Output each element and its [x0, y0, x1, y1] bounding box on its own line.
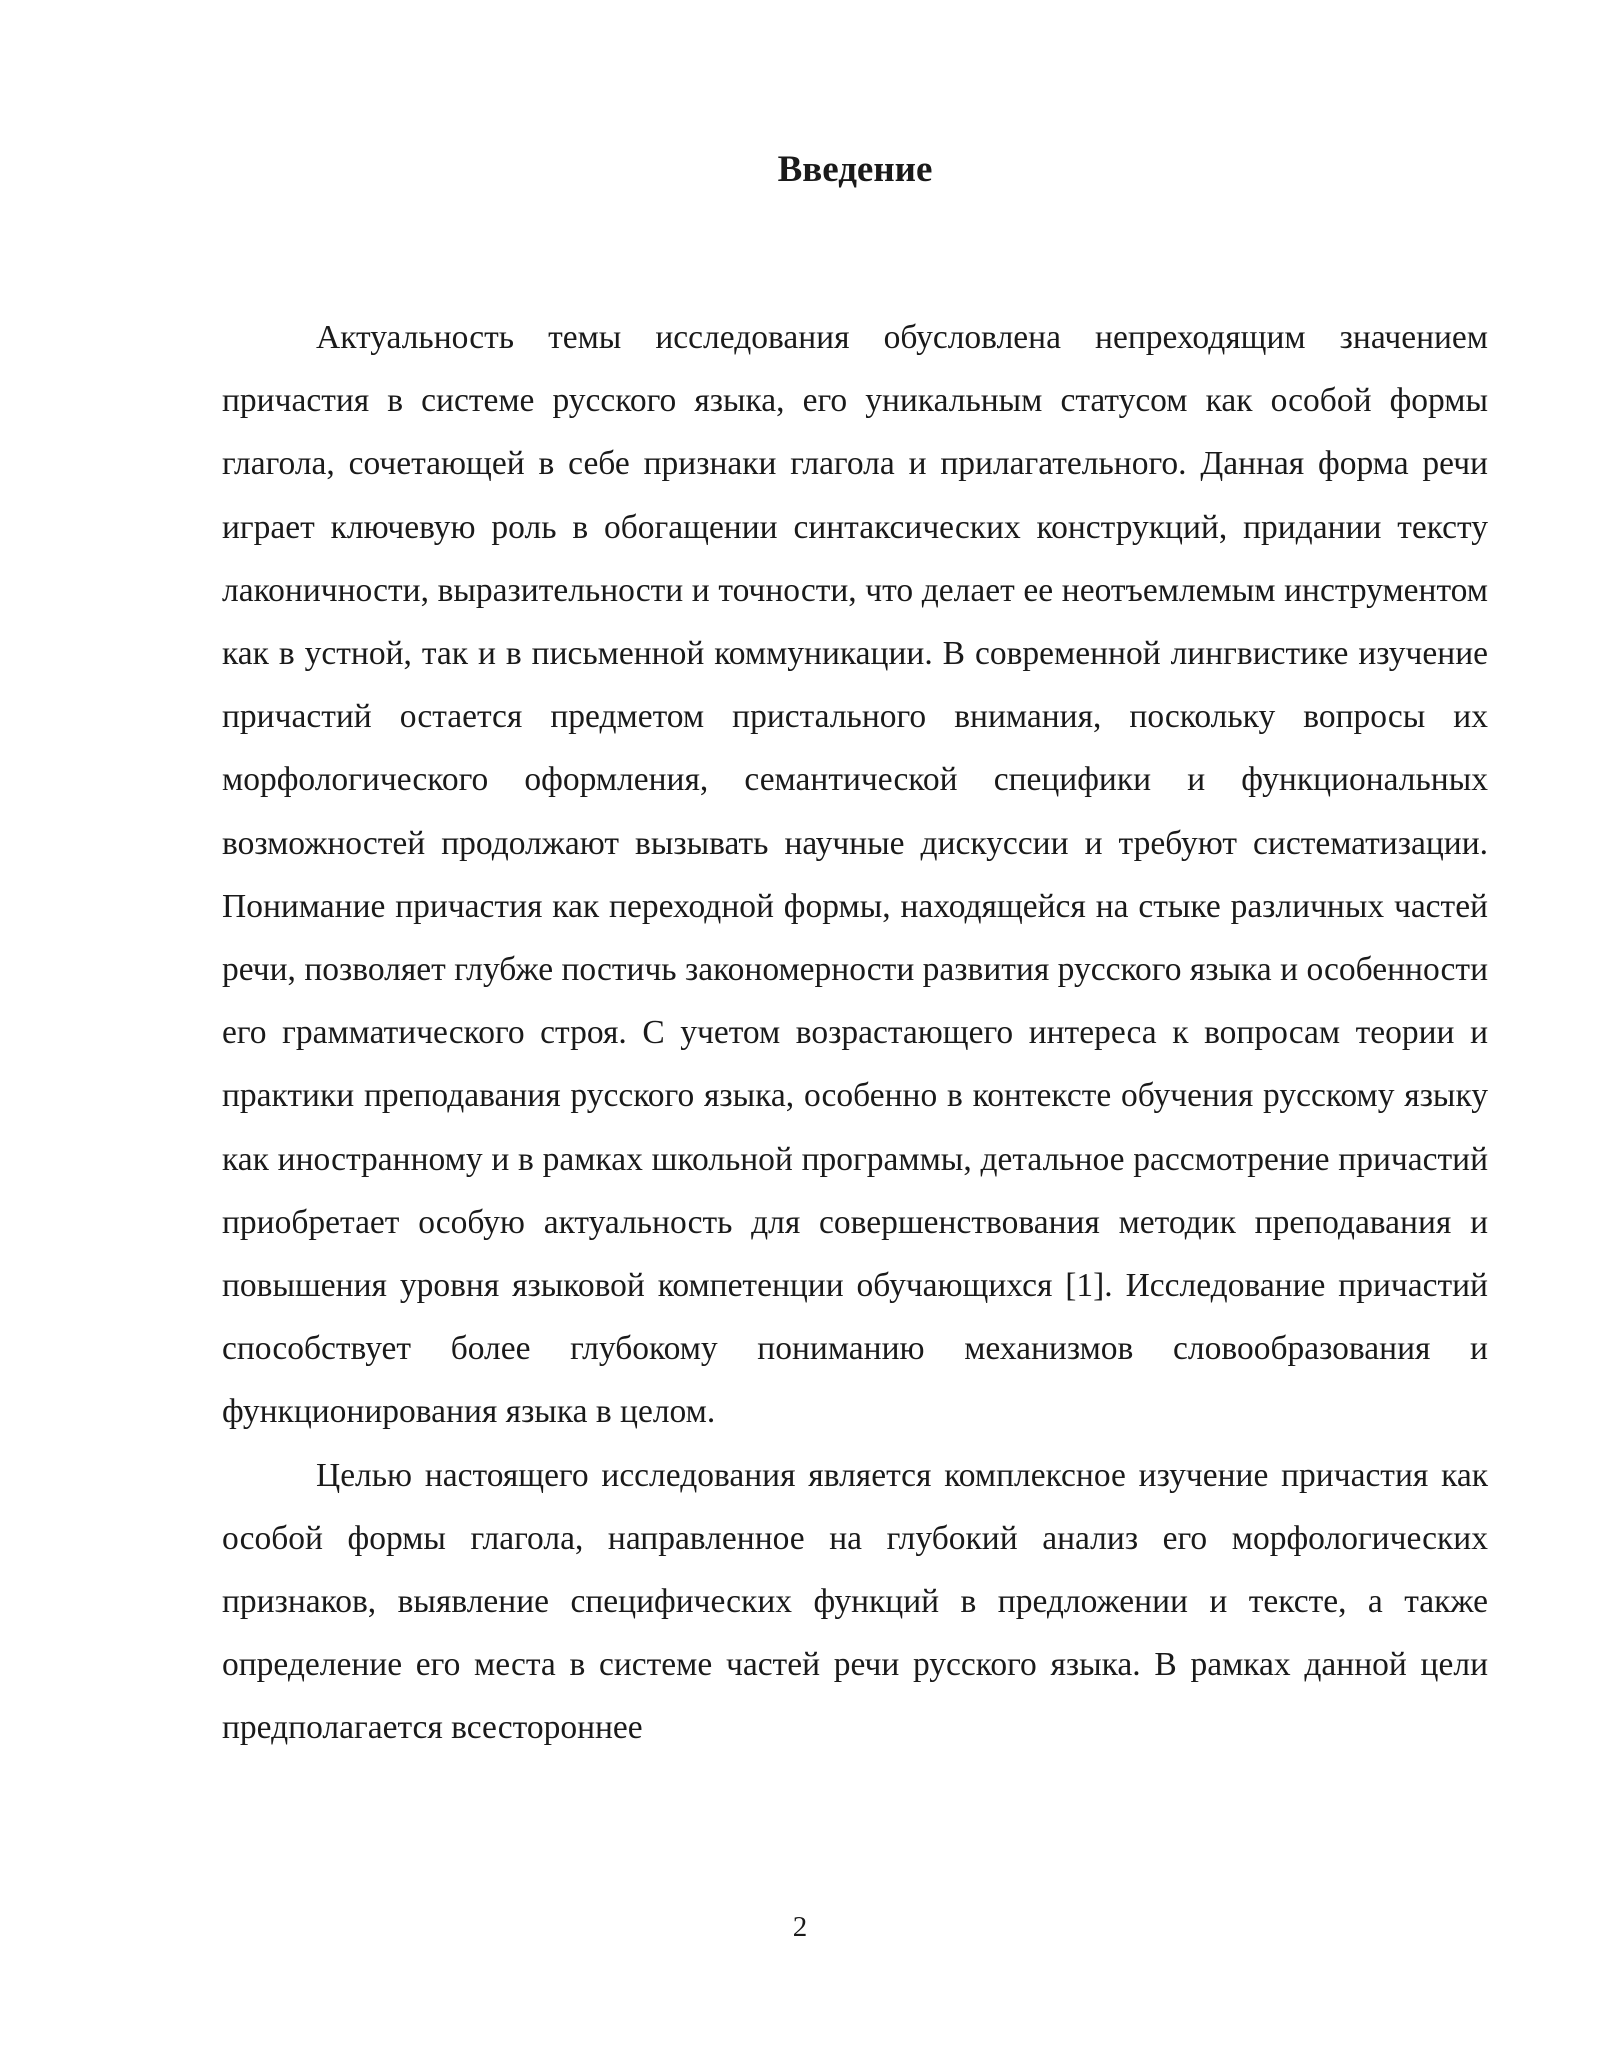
page-number: 2	[792, 1911, 808, 1943]
paragraph-relevance: Актуальность темы исследования обусловлена непреходящим значением причастия в системе русского языка, его уникальным статусом как особой формы глагола, сочетающей в себе признаки глагола и прилагательного. Данная форма речи играет ключевую роль в обогащении синтаксических конструкций, придании тексту лаконичности, выразительности и точности, что делает ее неотъемлемым инструментом как в устной, так и в письменной коммуникации. В современной лингвистике изучение причастий остается предметом пристального внимания, поскольку вопросы их морфологического оформления, семантической специфики и функциональных возможностей продолжают вызывать научные дискуссии и требуют систематизации. Понимание причастия как переходной формы, находящейся на стыке различных частей речи, позволяет глубже постичь закономерности развития русского языка и особенности его грамматического строя. С учетом возрастающего интереса к вопросам теории и практики преподавания русского языка, особенно в контексте обучения русскому языку как иностранному и в рамках школьной программы, детальное рассмотрение причастий приобретает особую актуальность для совершенствования методик преподавания и повышения уровня языковой компетенции обучающихся [1]. Исследование причастий способствует более глубокому пониманию механизмов словообразования и функционирования языка в целом.	[222, 319, 1488, 1431]
paragraph-goal: Целью настоящего исследования является комплексное изучение причастия как особой формы глагола, направленное на глубокий анализ его морфологических признаков, выявление специфических функций в предложении и тексте, а также определение его места в системе частей речи русского языка. В рамках данной цели предполагается всестороннее	[222, 1456, 1488, 1747]
section-heading: Введение	[777, 149, 933, 190]
body-text	[222, 306, 1488, 1760]
